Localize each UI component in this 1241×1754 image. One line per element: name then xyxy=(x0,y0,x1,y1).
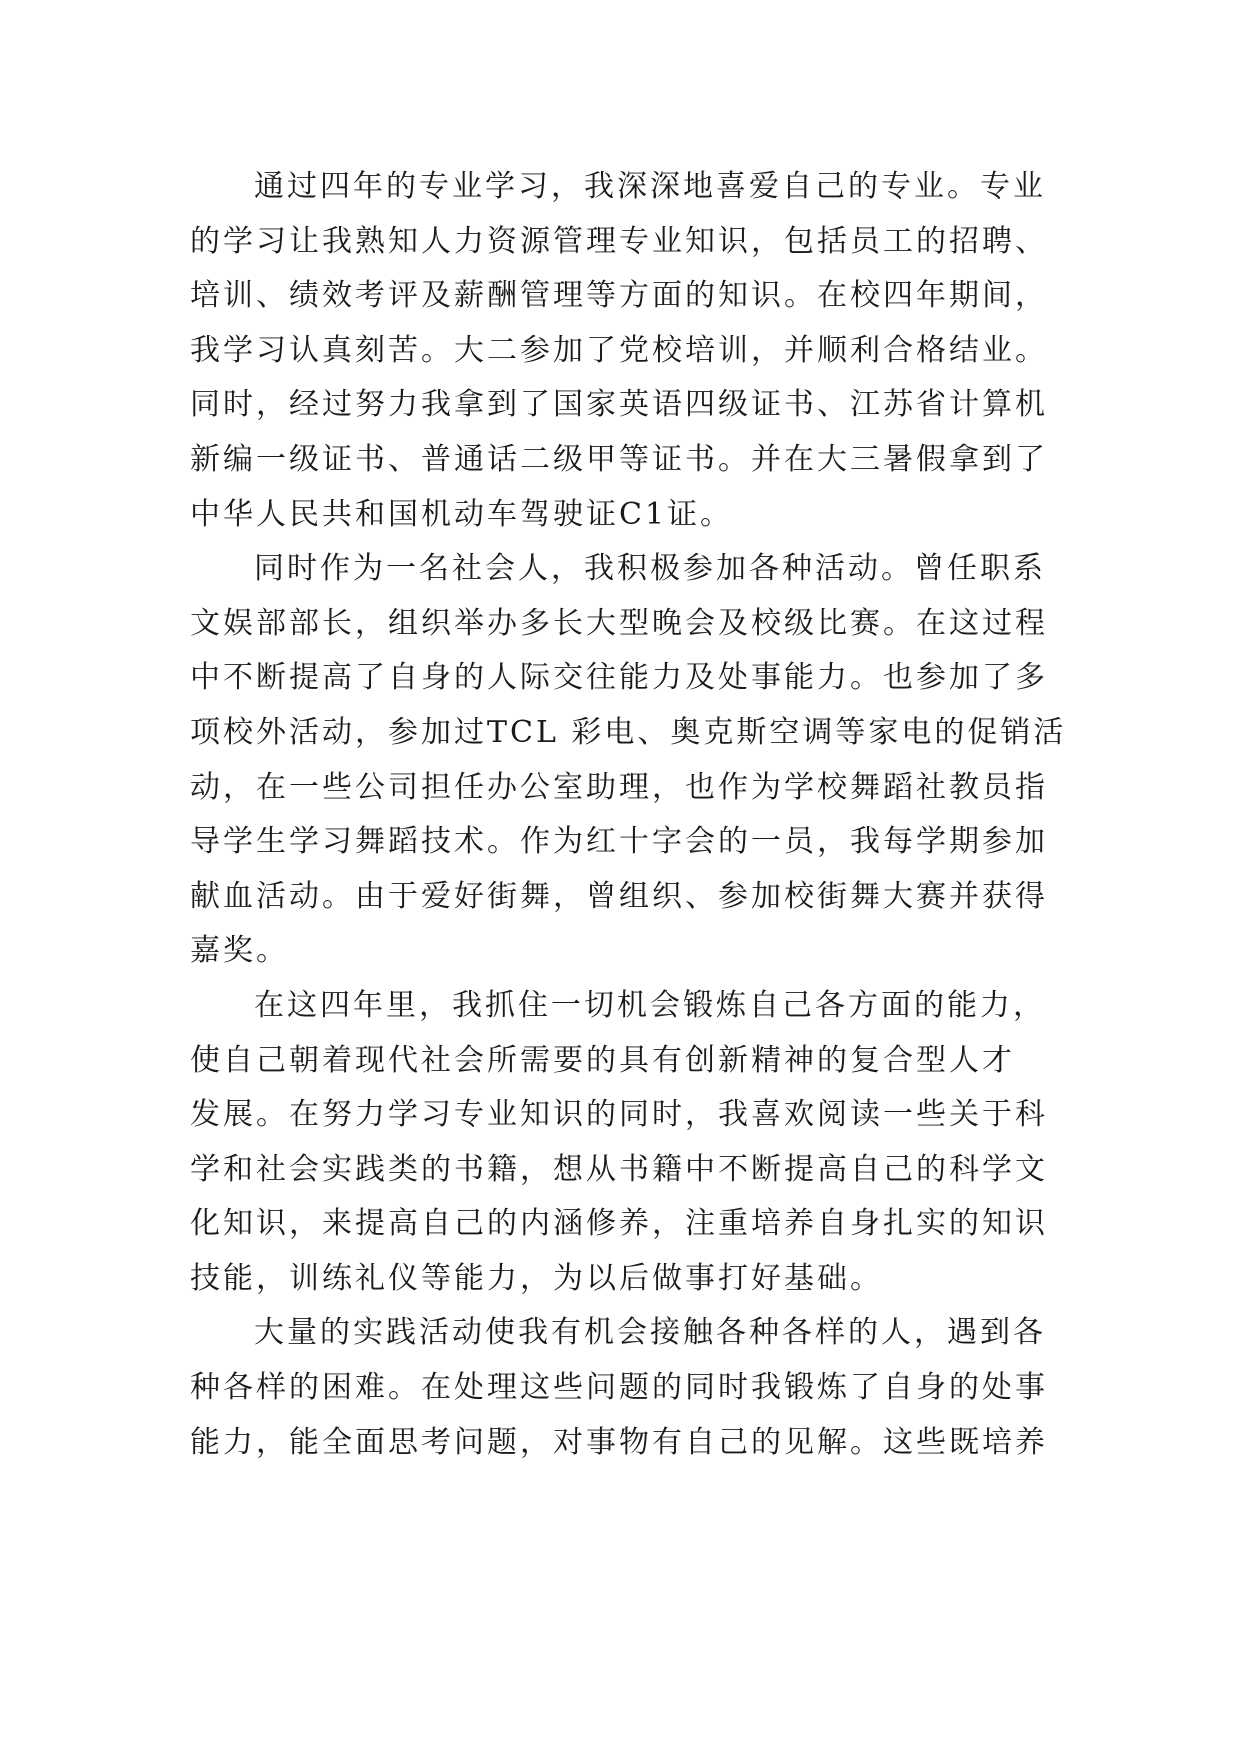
text-line: 文娱部部长，组织举办多长大型晚会及校级比赛。在这过程 xyxy=(190,605,1048,641)
paragraph-activities xyxy=(190,542,1067,979)
text-line: 的学习让我熟知人力资源管理专业知识，包括员工的招聘、 xyxy=(190,223,1048,259)
text-line: 能力，能全面思考问题，对事物有自己的见解。这些既培养 xyxy=(190,1424,1048,1460)
paragraph-study xyxy=(190,160,1050,542)
text-line: 培训、绩效考评及薪酬管理等方面的知识。在校四年期间， xyxy=(190,278,1048,314)
text-line: 献血活动。由于爱好街舞，曾组织、参加校街舞大赛并获得 xyxy=(190,878,1048,914)
text-line: 技能，训练礼仪等能力，为以后做事打好基础。 xyxy=(190,1260,883,1296)
text-line: 学和社会实践类的书籍，想从书籍中不断提高自己的科学文 xyxy=(190,1151,1048,1187)
text-line: 项校外活动，参加过TCL 彩电、奥克斯空调等家电的促销活 xyxy=(190,714,1067,750)
text-line: 导学生学习舞蹈技术。作为红十字会的一员，我每学期参加 xyxy=(190,824,1048,860)
text-line: 我学习认真刻苦。大二参加了党校培训，并顺利合格结业。 xyxy=(190,332,1048,368)
paragraph-development xyxy=(190,979,1050,1307)
text-line: 在这四年里，我抓住一切机会锻炼自己各方面的能力， xyxy=(254,987,1046,1023)
text-line: 嘉奖。 xyxy=(190,933,289,969)
text-line: 大量的实践活动使我有机会接触各种各样的人，遇到各 xyxy=(254,1315,1046,1351)
text-line: 种各样的困难。在处理这些问题的同时我锻炼了自身的处事 xyxy=(190,1370,1048,1406)
text-line: 发展。在努力学习专业知识的同时，我喜欢阅读一些关于科 xyxy=(190,1097,1048,1133)
text-line: 新编一级证书、普通话二级甲等证书。并在大三暑假拿到了 xyxy=(190,441,1048,477)
text-line: 同时，经过努力我拿到了国家英语四级证书、江苏省计算机 xyxy=(190,387,1048,423)
document-body xyxy=(190,160,1067,1470)
text-line: 动，在一些公司担任办公室助理，也作为学校舞蹈社教员指 xyxy=(190,769,1048,805)
text-line: 使自己朝着现代社会所需要的具有创新精神的复合型人才 xyxy=(190,1042,1015,1078)
text-line: 中华人民共和国机动车驾驶证C1证。 xyxy=(190,496,734,532)
text-line: 中不断提高了自身的人际交往能力及处事能力。也参加了多 xyxy=(190,660,1048,696)
text-line: 化知识，来提高自己的内涵修养，注重培养自身扎实的知识 xyxy=(190,1206,1048,1242)
paragraph-practice xyxy=(190,1306,1050,1470)
text-line: 通过四年的专业学习，我深深地喜爱自己的专业。专业 xyxy=(254,169,1046,204)
text-line: 同时作为一名社会人，我积极参加各种活动。曾任职系 xyxy=(254,551,1046,587)
